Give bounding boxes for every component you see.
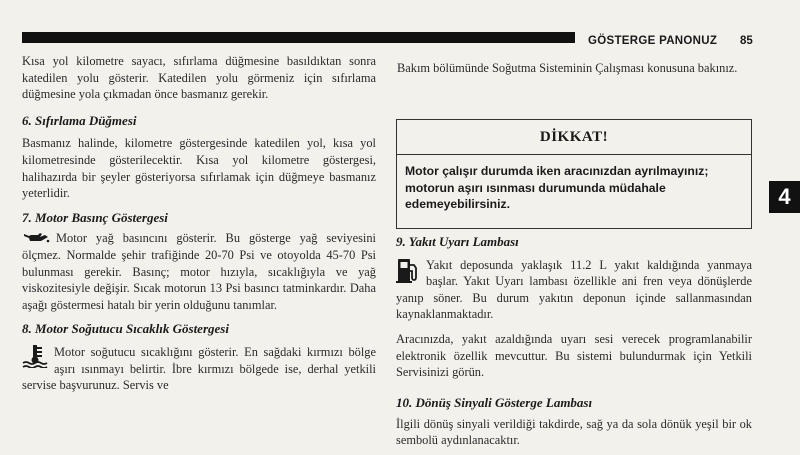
section-6-text: Basmanız halinde, kilometre göstergesinde katedilen yol, kısa yol kilometresinde gösterilecektir. Kısa yol kilometre göstergesi, halihazırda bir şeyler gösteriyorsa sıfırlamak için düğmeye basmanız yeterlidir. xyxy=(22,136,376,201)
warning-box xyxy=(396,119,752,229)
left-column xyxy=(22,53,376,394)
header-rule xyxy=(22,32,575,43)
section-6-heading: 6. Sıfırlama Düğmesi xyxy=(22,112,137,128)
page-number: 85 xyxy=(740,35,753,47)
section-10-text: İlgili dönüş sinyali verildiği takdirde, sağ ya da sola dönük yeşil bir ok sembolü aydınlanacaktır. xyxy=(396,416,752,448)
section-9-text: Yakıt deposunda yaklaşık 11.2 L yakıt kaldığında yanmaya başlar. Yakıt Uyarı lambası özellikle ani fren veya dönüşlerde yanıp söner. Bu durum yakıtın deponun içinde sallanmasından kaynaklanmaktadır. xyxy=(396,257,752,322)
warning-title: DİKKAT! xyxy=(397,120,751,155)
right-intro-text: Bakım bölümünde Soğutma Sisteminin Çalışması konusuna bakınız. xyxy=(397,61,738,75)
section-8-heading: 8. Motor Soğutucu Sıcaklık Göstergesi xyxy=(22,321,229,337)
right-column-top xyxy=(397,60,753,77)
oil-can-icon xyxy=(22,230,50,244)
fuel-pump-icon xyxy=(396,257,420,284)
warning-text: Motor çalışır durumda iken aracınızdan ayrılmayınız; motorun aşırı ısınması durumunda müdahale edemeyebilirsiniz. xyxy=(405,164,709,212)
section-8-body xyxy=(22,344,376,394)
section-10-heading: 10. Dönüş Sinyali Gösterge Lambası xyxy=(396,395,593,410)
coolant-temperature-icon xyxy=(22,344,48,368)
section-10 xyxy=(396,395,752,449)
chapter-tab: 4 xyxy=(769,181,800,213)
section-9-heading: 9. Yakıt Uyarı Lambası xyxy=(396,234,519,249)
section-7-body xyxy=(22,230,376,313)
section-7-text: Motor yağ basıncını gösterir. Bu gösterge yağ seviyesini ölçmez. Normalde şehir trafiğinde 20-70 Psi ve otoyolda 45-70 Psi bulunması gerekir. Basınç; motor hızıyla, sıcaklığıyla ve yağ viskozitesiyle değişir. Sıcak motorun 13 Psi basıncı tatminkardır. Daha aşağı göstermesi hatalı bir yerin olduğunu tanımlar. xyxy=(22,231,376,312)
section-header-title: GÖSTERGE PANONUZ xyxy=(588,35,718,47)
section-9 xyxy=(396,234,752,381)
intro-paragraph: Kısa yol kilometre sayacı, sıfırlama düğmesine basıldıktan sonra katedilen yolu gösterir. Katedilen yolu görmeniz için sıfırlama düğmesine yola çıkmadan önce basmanız gerekir. xyxy=(22,54,376,102)
section-8-text: Motor soğutucu sıcaklığını gösterir. En sağdaki kırmızı bölge aşırı ısınmayı belirtir. İbre kırmızı bölgede ise, derhal yetkili servise başvurunuz. Servis ve xyxy=(22,344,376,393)
section-9-body xyxy=(396,257,752,323)
section-7-heading: 7. Motor Basınç Göstergesi xyxy=(22,209,168,225)
section-9-text-2: Aracınızda, yakıt azaldığında uyarı sesi verecek programlanabilir elektronik özellik mevcuttur. Bu sistemi bulundurmak için Yetkili Servisinizi görün. xyxy=(396,331,752,380)
